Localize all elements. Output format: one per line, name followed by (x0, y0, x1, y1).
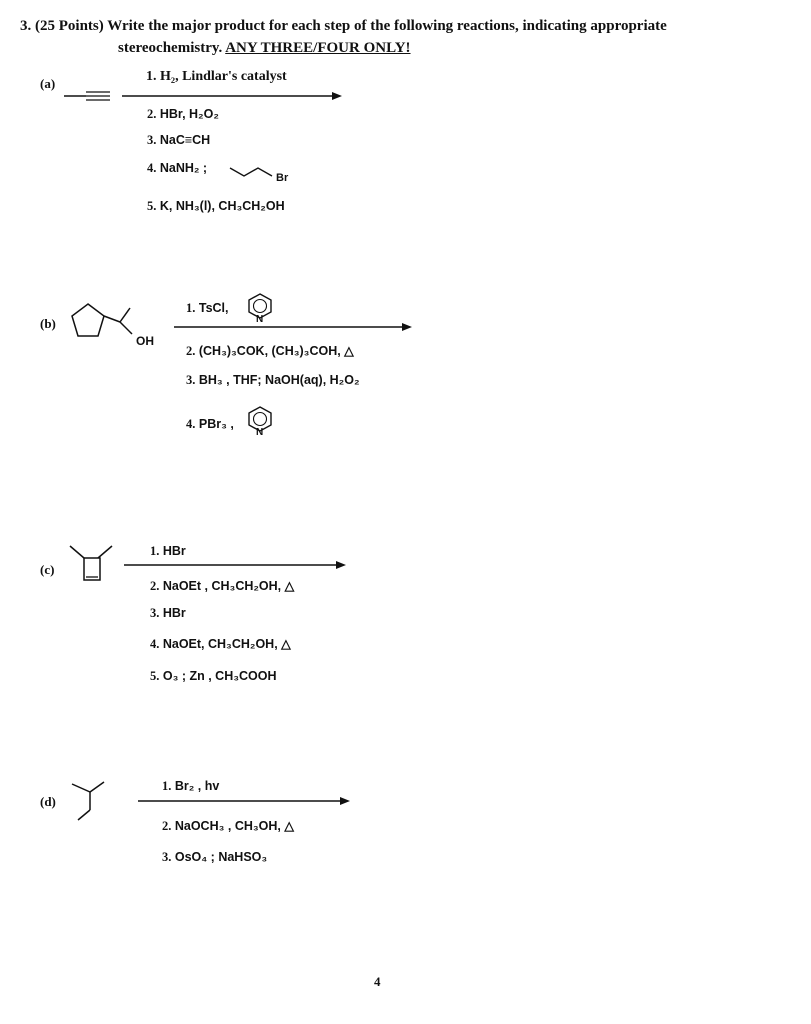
question-text-2: stereochemistry. (118, 40, 223, 56)
part-a-step-3: 3. NaC≡CH (147, 133, 211, 147)
part-a-bromide-label: Br (276, 172, 289, 184)
part-a-step-4: 4. NaNH₂ ; (147, 161, 208, 175)
part-a-step-1: 1. H₂, Lindlar's catalyst (146, 69, 287, 84)
question-emphasis: ANY THREE/FOUR ONLY! (225, 40, 411, 56)
part-c-reaction-arrow (124, 560, 346, 570)
question-text: Write the major product for each step of the following reactions, indicating appropriate (107, 18, 667, 34)
part-c-step-3: 3. HBr (150, 606, 186, 620)
part-b-pyridine-n-label-2: N (256, 427, 264, 438)
part-a-alkyne-structure (60, 86, 120, 102)
question-points: (25 Points) (35, 18, 104, 34)
part-b-step-4: 4. PBr₃ , (186, 417, 234, 431)
question-number: 3. (20, 18, 32, 34)
question-header (20, 18, 667, 35)
part-c-cyclobutene-structure (62, 540, 122, 590)
part-a-propyl-bromide-structure (228, 164, 280, 184)
part-c-label: (c) (40, 562, 55, 577)
part-d-step-1: 1. Br₂ , hv (162, 779, 220, 793)
part-d-label: (d) (40, 794, 56, 809)
part-d-isopentane-structure (68, 774, 132, 828)
part-a-step-5: 5. K, NH₃(l), CH₃CH₂OH (147, 199, 285, 213)
part-c-step-2: 2. NaOEt , CH₃CH₂OH, △ (150, 579, 295, 593)
part-b-label: (b) (40, 316, 56, 331)
part-c-step-5: 5. O₃ ; Zn , CH₃COOH (150, 669, 277, 683)
part-d-step-2: 2. NaOCH₃ , CH₃OH, △ (162, 819, 294, 833)
part-d-step-3: 3. OsO₄ ; NaHSO₃ (162, 850, 268, 864)
part-b-pyridine-n-label: N (256, 314, 264, 325)
part-b-step-1: 1. TsCl, (186, 301, 229, 315)
part-a-reaction-arrow (122, 91, 342, 101)
part-b-reaction-arrow (174, 322, 412, 332)
page-number: 4 (374, 974, 381, 989)
part-b-step-2: 2. (CH₃)₃COK, (CH₃)₃COH, △ (186, 344, 354, 358)
question-header-line2 (118, 40, 411, 57)
part-b-oh-label: OH (136, 334, 154, 348)
part-c-step-4: 4. NaOEt, CH₃CH₂OH, △ (150, 637, 291, 651)
part-c-step-1: 1. HBr (150, 544, 186, 558)
part-a-label: (a) (40, 76, 56, 91)
part-a-step-2: 2. HBr, H₂O₂ (147, 107, 219, 121)
part-b-step-3: 3. BH₃ , THF; NaOH(aq), H₂O₂ (186, 373, 360, 387)
part-d-reaction-arrow (138, 796, 350, 806)
